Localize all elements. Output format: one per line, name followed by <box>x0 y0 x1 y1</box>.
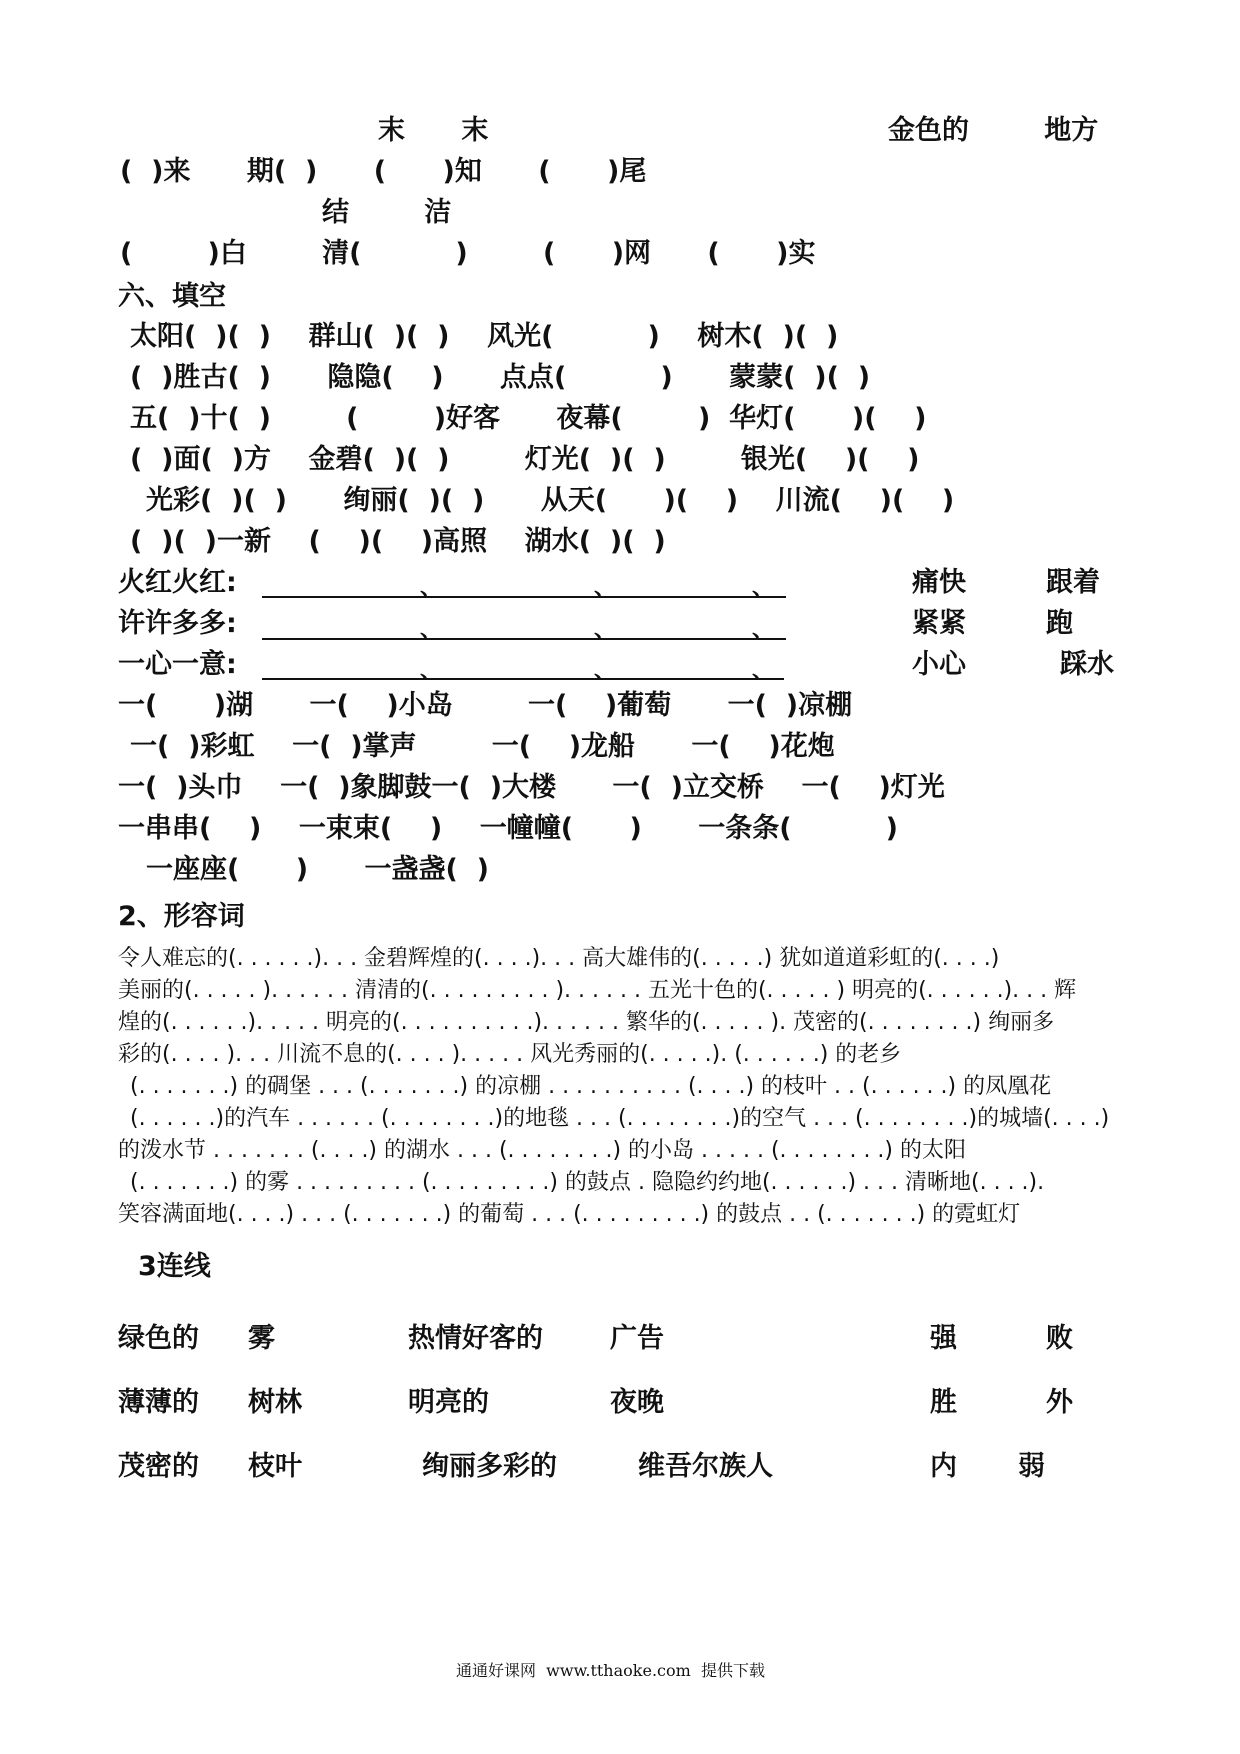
answer-line <box>262 678 784 680</box>
match-word: 强 <box>930 1323 957 1354</box>
section-six-title: 六、填空 <box>118 281 226 312</box>
idiom-row-1: ( )来 期( ) ( )知 ( )尾 <box>120 156 647 187</box>
match-word: 雾 <box>248 1323 275 1354</box>
match-word: 枝叶 <box>248 1451 302 1482</box>
idiom-hint-mid: 结 洁 <box>322 197 452 228</box>
match-word: 薄薄的 <box>118 1387 199 1418</box>
match-word: 茂密的 <box>118 1451 199 1482</box>
match-word: 绚丽多彩的 <box>422 1451 557 1482</box>
separator: 、 <box>752 659 775 684</box>
fill-row: 太阳( )( ) 群山( )( ) 风光( ) 树木( )( ) <box>130 321 839 352</box>
match-word: 夜晚 <box>610 1387 664 1418</box>
match-word: 维吾尔族人 <box>638 1451 773 1482</box>
idiom-hint-top-right: 金色的 地方 <box>888 115 1099 146</box>
match-word: 明亮的 <box>408 1387 489 1418</box>
word: 小心 <box>912 649 966 680</box>
fill-row: ( )面( )方 金碧( )( ) 灯光( )( ) 银光( )( ) <box>130 444 920 475</box>
adj-line: 的泼水节 . . . . . . . (. . . .) 的湖水 . . . (. . . . . . . .) 的小岛 . . . . . (. . . . . . . .) 的太阳 <box>118 1138 967 1163</box>
adj-line: 笑容满面地(. . . .) . . . (. . . . . . .) 的葡萄 . . . (. . . . . . . . .) 的鼓点 . . (. . . . . . .) 的霓虹灯 <box>118 1202 1021 1227</box>
abab-label: 一心一意: <box>118 649 237 680</box>
abab-label: 许许多多: <box>118 608 237 639</box>
match-word: 弱 <box>1018 1451 1045 1482</box>
separator: 、 <box>594 659 617 684</box>
word: 痛快 <box>912 567 966 598</box>
separator: 、 <box>420 576 443 601</box>
measure-row: 一座座( ) 一盏盏( ) <box>146 854 489 885</box>
adj-line: (. . . . . .)的汽车 . . . . . . (. . . . . . . .)的地毯 . . . (. . . . . . . .)的空气 . . . (. . . . . . . .)的城墙(. . . .) <box>130 1106 1110 1131</box>
adj-line: 彩的(. . . . ). . . 川流不息的(. . . . ). . . . . 风光秀丽的(. . . . .). (. . . . . .) 的老乡 <box>118 1042 902 1067</box>
match-word: 内 <box>930 1451 957 1482</box>
separator: 、 <box>594 576 617 601</box>
match-word: 广告 <box>610 1323 664 1354</box>
match-word: 败 <box>1046 1323 1073 1354</box>
fill-row: ( )胜古( ) 隐隐( ) 点点( ) 蒙蒙( )( ) <box>130 362 871 393</box>
adj-line: 美丽的(. . . . . ). . . . . . 清清的(. . . . . . . . . ). . . . . . 五光十色的(. . . . . ) 明亮的(. . . . . .). . . 辉 <box>118 978 1077 1003</box>
measure-row: 一( )彩虹 一( )掌声 一( )龙船 一( )花炮 <box>130 731 835 762</box>
answer-line <box>262 638 786 640</box>
measure-row: 一串串( ) 一束束( ) 一幢幢( ) 一条条( ) <box>118 813 898 844</box>
adj-line: (. . . . . . .) 的雾 . . . . . . . . . (. . . . . . . . .) 的鼓点 . 隐隐约约地(. . . . . .) . . . 清晰地(. . . .). <box>130 1170 1045 1195</box>
abab-label: 火红火红: <box>118 567 237 598</box>
separator: 、 <box>752 618 775 643</box>
match-word: 树林 <box>248 1387 302 1418</box>
separator: 、 <box>420 618 443 643</box>
word: 踩水 <box>1060 649 1114 680</box>
fill-row: 五( )十( ) ( )好客 夜幕( ) 华灯( )( ) <box>130 403 927 434</box>
match-word: 胜 <box>930 1387 957 1418</box>
section-three-title: 3连线 <box>138 1251 211 1282</box>
idiom-row-2: ( )白 清( ) ( )网 ( )实 <box>120 238 816 269</box>
footer-source: 通通好课网 www.tthaoke.com 提供下载 <box>456 1661 765 1680</box>
adj-line: 煌的(. . . . . .). . . . . 明亮的(. . . . . . . . . .). . . . . . 繁华的(. . . . . ). 茂密的(. . . . . . . .) 绚丽多 <box>118 1010 1055 1035</box>
match-word: 热情好客的 <box>408 1323 543 1354</box>
match-word: 外 <box>1046 1387 1073 1418</box>
separator: 、 <box>752 576 775 601</box>
word: 跑 <box>1046 608 1073 639</box>
word: 跟着 <box>1046 567 1100 598</box>
fill-row: 光彩( )( ) 绚丽( )( ) 从天( )( ) 川流( )( ) <box>146 485 955 516</box>
word: 紧紧 <box>912 608 966 639</box>
measure-row: 一( )湖 一( )小岛 一( )葡萄 一( )凉棚 <box>118 690 853 721</box>
adj-line: 令人难忘的(. . . . . .). . . 金碧辉煌的(. . . .). . . 高大雄伟的(. . . . .) 犹如道道彩虹的(. . . .) <box>118 946 1000 971</box>
separator: 、 <box>420 659 443 684</box>
section-two-title: 2、形容词 <box>118 901 245 932</box>
separator: 、 <box>594 618 617 643</box>
idiom-hint-top: 末 末 <box>378 115 489 146</box>
fill-row: ( )( )一新 ( )( )高照 湖水( )( ) <box>130 526 666 557</box>
measure-row: 一( )头巾 一( )象脚鼓一( )大楼 一( )立交桥 一( )灯光 <box>118 772 945 803</box>
adj-line: (. . . . . . .) 的碉堡 . . . (. . . . . . .) 的凉棚 . . . . . . . . . . (. . . .) 的枝叶 . . (. . . . . .) 的凤凰花 <box>130 1074 1052 1099</box>
answer-line <box>262 596 786 598</box>
match-word: 绿色的 <box>118 1323 199 1354</box>
